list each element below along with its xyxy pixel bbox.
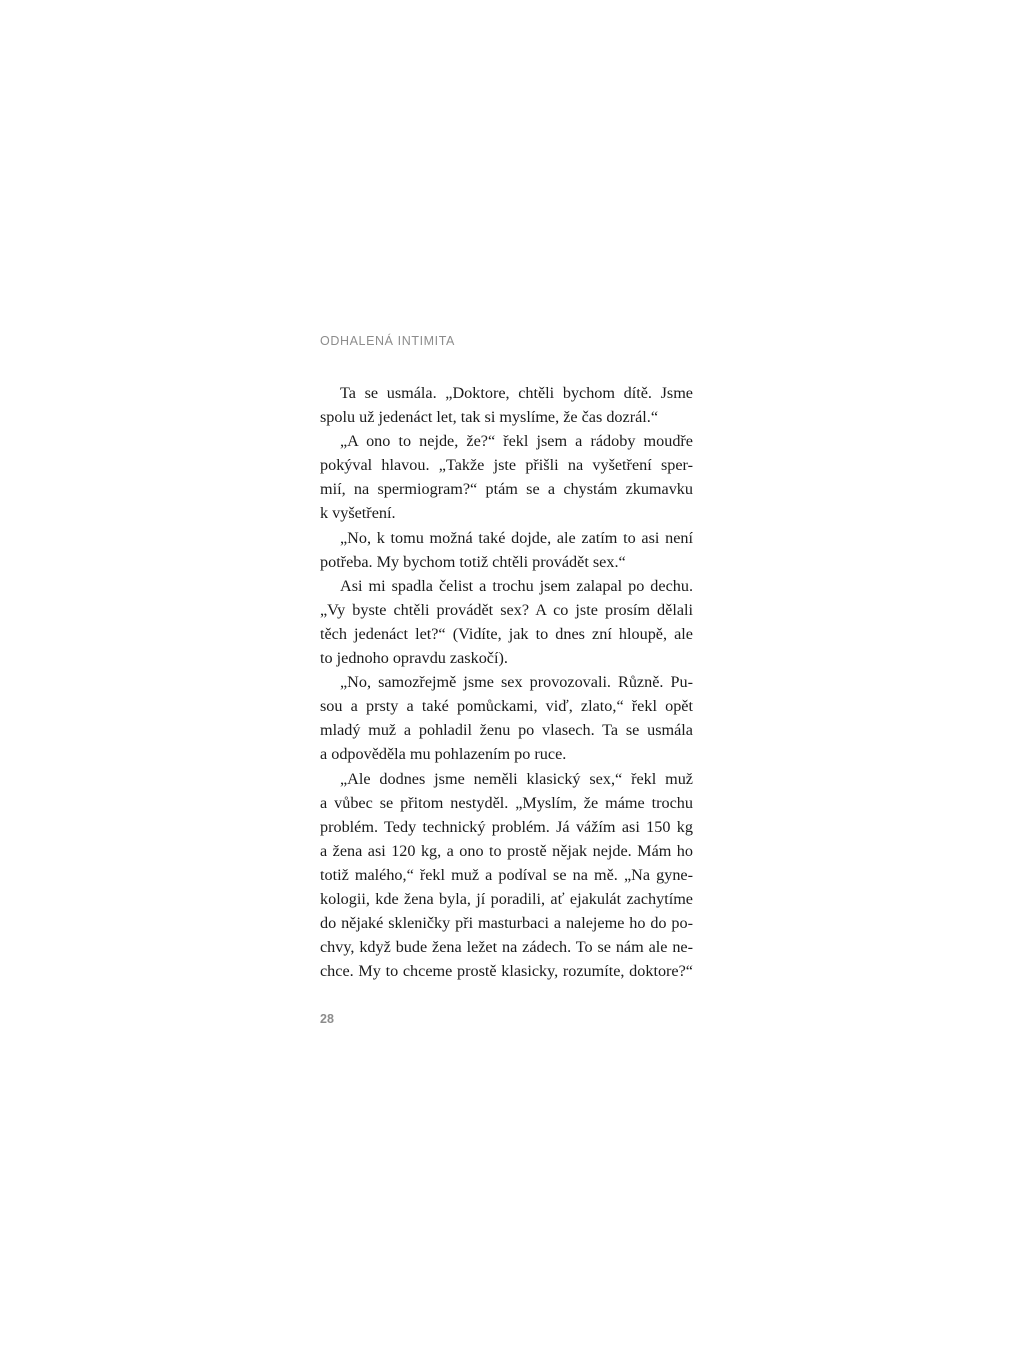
text-line: „A ono to nejde, že?“ řekl jsem a rádoby moudře — [340, 432, 693, 451]
text-line: mií, na spermiogram?“ ptám se a chystám zkumavku — [320, 480, 693, 499]
text-line: a odpověděla mu pohlazením po ruce. — [320, 745, 567, 764]
page-number: 28 — [320, 1012, 334, 1026]
text-line: kologii, kde žena byla, jí poradili, ať ejakulát zachytíme — [320, 889, 693, 908]
text-line: Asi mi spadla čelist a trochu jsem zalapal po dechu. — [340, 576, 693, 595]
body-text — [320, 381, 693, 983]
text-line: a vůbec se přitom nestyděl. „Myslím, že máme trochu — [320, 793, 693, 812]
text-line: potřeba. My bychom totiž chtěli provádět sex.“ — [320, 552, 626, 571]
text-line: „No, samozřejmě jsme sex provozovali. Různě. Pu- — [340, 673, 693, 692]
text-line: sou a prsty a také pomůckami, viď, zlato,“ řekl opět — [320, 697, 693, 716]
running-head: ODHALENÁ INTIMITA — [320, 334, 455, 348]
text-line: „Vy byste chtěli provádět sex? A co jste prosím dělali — [320, 600, 693, 619]
text-line: Ta se usmála. „Doktore, chtěli bychom dítě. Jsme — [340, 384, 693, 402]
text-line: „No, k tomu možná také dojde, ale zatím to asi není — [340, 528, 693, 547]
text-line: „Ale dodnes jsme neměli klasický sex,“ řekl muž — [340, 769, 693, 788]
text-line: k vyšetření. — [320, 504, 396, 523]
text-line: pokýval hlavou. „Takže jste přišli na vyšetření sper- — [320, 456, 693, 475]
text-line: totiž malého,“ řekl muž a podíval se na mě. „Na gyne- — [320, 865, 693, 884]
text-line: a žena asi 120 kg, a ono to prostě nějak nejde. Mám ho — [320, 841, 693, 860]
text-line: chvy, když bude žena ležet na zádech. To se nám ale ne- — [320, 938, 693, 957]
text-line: spolu už jedenáct let, tak si myslíme, že čas dozrál.“ — [320, 408, 659, 427]
text-line: mladý muž a pohladil ženu po vlasech. Ta se usmála — [320, 721, 693, 740]
text-line: problém. Tedy technický problém. Já vážím asi 150 kg — [320, 817, 693, 836]
text-line: chce. My to chceme prostě klasicky, rozumíte, doktore?“ — [320, 962, 693, 981]
text-line: těch jedenáct let?“ (Vidíte, jak to dnes zní hloupě, ale — [320, 624, 693, 643]
text-line: to jednoho opravdu zaskočí). — [320, 649, 508, 668]
text-line: do nějaké skleničky při masturbaci a nalejeme ho do po- — [320, 914, 693, 933]
